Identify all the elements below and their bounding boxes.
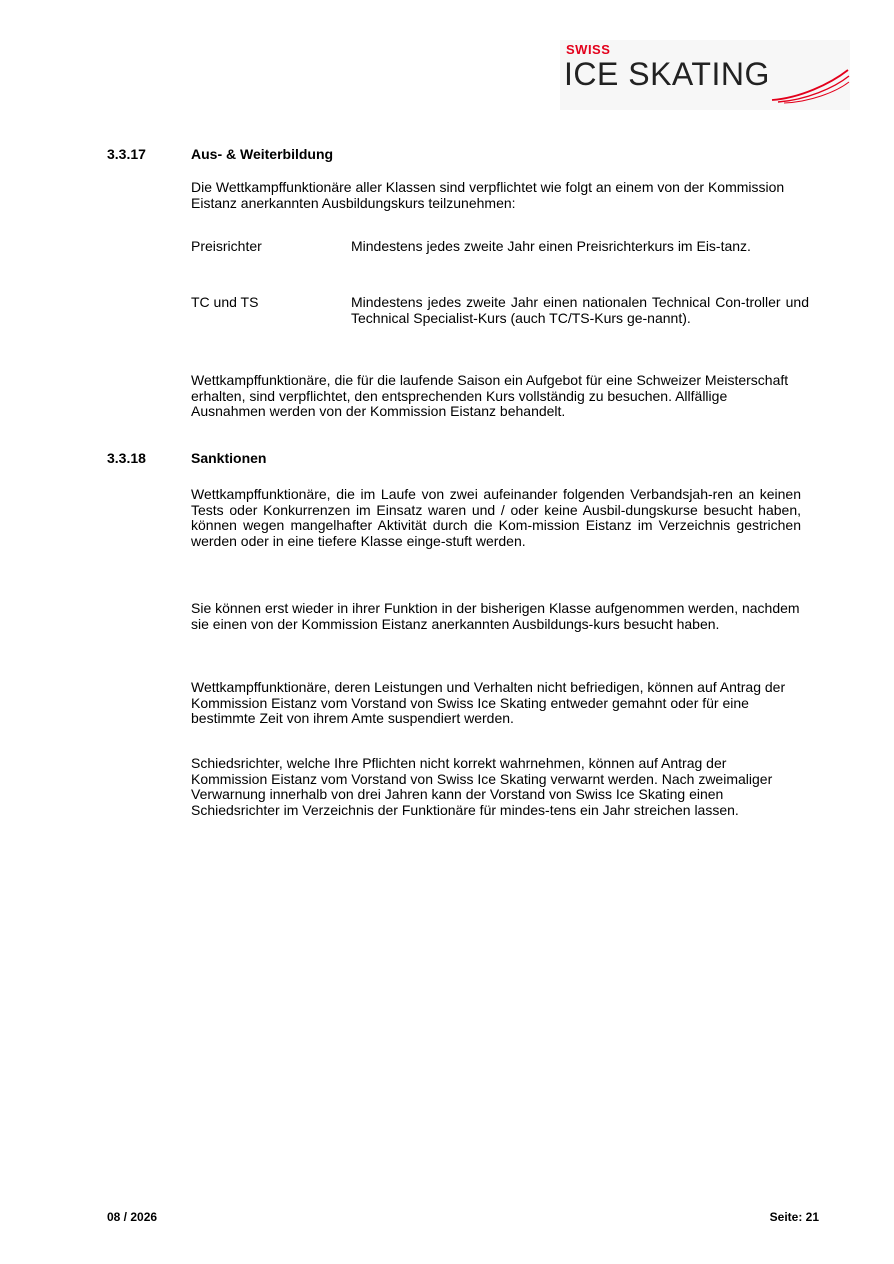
body-paragraph: Wettkampffunktionäre, deren Leistungen und Verhalten nicht befriedigen, können auf Antrag der Kommission Eistanz vom Vorstand von Swiss Ice Skating entweder gemahnt oder für eine bestimmte Zeit von ihrem Amte suspendiert werden. xyxy=(191,679,786,726)
definition-description: Mindestens jedes zweite Jahr einen Preisrichterkurs im Eis-tanz. xyxy=(351,238,751,254)
body-paragraph: Schiedsrichter, welche Ihre Pflichten nicht korrekt wahrnehmen, können auf Antrag der Kommission Eistanz vom Vorstand von Swiss Ice Skating verwarnt werden. Nach zweimaliger Verwarnung innerhalb von drei Jahren kann der Vorstand von Swiss Ice Skating einen Schiedsrichter im Verzeichnis der Funktionäre für mindes-tens ein Jahr streichen lassen. xyxy=(191,755,773,818)
section-number: 3.3.17 xyxy=(107,146,146,162)
body-paragraph: Sie können erst wieder in ihrer Funktion in der bisherigen Klasse aufgenommen werden, nachdem sie einen von der Kommission Eistanz anerkannten Ausbildungs-kurs besucht haben. xyxy=(191,600,800,632)
section-title: Aus- & Weiterbildung xyxy=(191,146,334,162)
body-paragraph: Wettkampffunktionäre, die im Laufe von zwei aufeinander folgenden Verbandsjah-ren an keinen Tests oder Konkurrenzen im Einsatz waren und / oder keine Ausbil-dungskurse besucht haben, können wegen mangelhafter Aktivität durch die Kom-mission Eistanz im Verzeichnis gestrichen werden oder in eine tiefere Klasse einge-stuft werden. xyxy=(191,486,801,549)
definition-term: Preisrichter xyxy=(191,238,262,254)
logo-swiss-text: SWISS xyxy=(566,42,611,57)
section-intro-paragraph: Die Wettkampffunktionäre aller Klassen sind verpflichtet wie folgt an einem von der Kommission Eistanz anerkannten Ausbildungskurs teilzunehmen: xyxy=(191,179,785,211)
footer-date: 08 / 2026 xyxy=(107,1210,158,1224)
section-number: 3.3.18 xyxy=(107,450,146,466)
section-title: Sanktionen xyxy=(191,450,267,466)
logo-ice-skating-text: ICE SKATING xyxy=(564,56,770,92)
definition-description: Mindestens jedes zweite Jahr einen nationalen Technical Con-troller und Technical Specialist-Kurs (auch TC/TS-Kurs ge-nannt). xyxy=(351,294,809,326)
definition-term: TC und TS xyxy=(191,294,259,310)
skate-swoosh-icon xyxy=(770,64,850,104)
swiss-ice-skating-logo xyxy=(560,40,850,110)
section-closing-paragraph: Wettkampffunktionäre, die für die laufende Saison ein Aufgebot für eine Schweizer Meisterschaft erhalten, sind verpflichtet, den entsprechenden Kurs vollständig zu besuchen. Allfällige Ausnahmen werden von der Kommission Eistanz behandelt. xyxy=(191,372,789,419)
footer-page-number: Seite: 21 xyxy=(769,1210,819,1224)
